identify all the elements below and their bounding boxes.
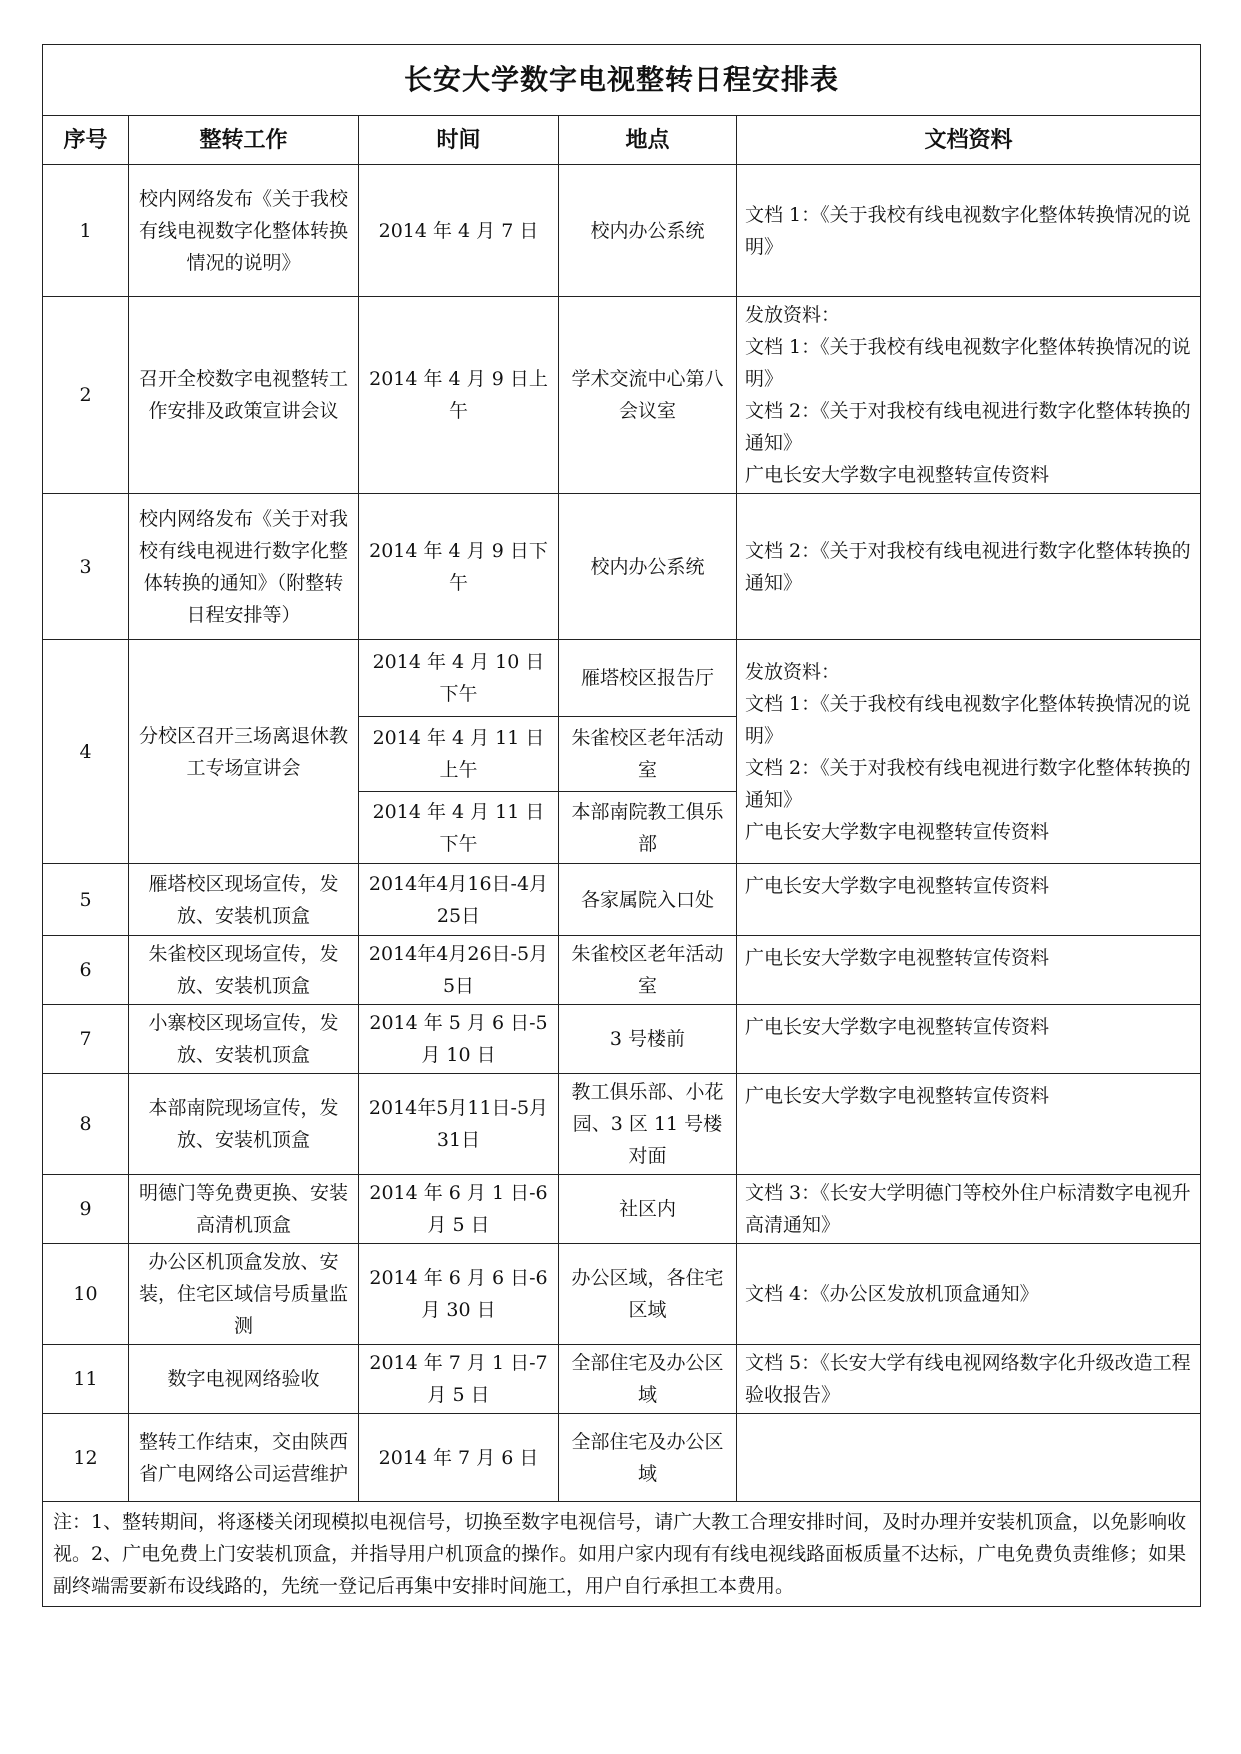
docs-cell: [737, 640, 1201, 864]
work-cell: 校内网络发布《关于我校有线电视数字化整体转换情况的说明》: [129, 165, 359, 297]
table-row: [43, 1074, 1201, 1175]
table-row: [43, 494, 1201, 640]
place-cell: 朱雀校区老年活动室: [559, 717, 737, 792]
place-cell: 办公区域，各住宅区域: [559, 1244, 737, 1345]
table-row: [43, 936, 1201, 1005]
table-row: [43, 864, 1201, 936]
doc-line: 文档 4：《办公区发放机顶盒通知》: [745, 1283, 1039, 1305]
docs-cell: [737, 864, 1201, 936]
doc-line: 文档 1：《关于我校有线电视数字化整体转换情况的说明》: [745, 692, 1191, 747]
work-cell: 朱雀校区现场宣传，发放、安装机顶盒: [129, 936, 359, 1005]
doc-line: 广电长安大学数字电视整转宣传资料: [745, 1016, 1050, 1038]
time-cell: 2014年4月26日-5月5日: [359, 936, 559, 1005]
doc-line: 文档 2：《关于对我校有线电视进行数字化整体转换的通知》: [745, 400, 1191, 454]
doc-line: 广电长安大学数字电视整转宣传资料: [745, 1085, 1050, 1107]
table-row: [43, 640, 1201, 717]
doc-line: 广电长安大学数字电视整转宣传资料: [745, 947, 1050, 969]
schedule-sheet: [42, 44, 1200, 1607]
place-cell: 教工俱乐部、小花园、3 区 11 号楼对面: [559, 1074, 737, 1175]
doc-line: 发放资料：: [745, 304, 841, 326]
time-cell: 2014 年 5 月 6 日-5 月 10 日: [359, 1005, 559, 1074]
place-cell: 校内办公系统: [559, 494, 737, 640]
time-cell: 2014 年 7 月 6 日: [359, 1414, 559, 1502]
place-cell: 学术交流中心第八会议室: [559, 297, 737, 494]
work-cell: 召开全校数字电视整转工作安排及政策宣讲会议: [129, 297, 359, 494]
work-cell: 分校区召开三场离退休教工专场宣讲会: [129, 640, 359, 864]
place-cell: 社区内: [559, 1175, 737, 1244]
docs-cell: [737, 1345, 1201, 1414]
footnote: 注：1、整转期间，将逐楼关闭现模拟电视信号，切换至数字电视信号，请广大教工合理安排时间，及时办理并安装机顶盒，以免影响收视。2、广电免费上门安装机顶盒，并指导用户机顶盒的操作。如用户家内现有有线电视线路面板质量不达标，广电免费负责维修；如果副终端需要新布设线路的，先统一登记后再集中安排时间施工，用户自行承担工本费用。: [43, 1502, 1201, 1607]
time-cell: 2014 年 6 月 6 日-6 月 30 日: [359, 1244, 559, 1345]
work-cell: 雁塔校区现场宣传，发放、安装机顶盒: [129, 864, 359, 936]
docs-cell: [737, 1414, 1201, 1502]
time-cell: 2014年5月11日-5月31日: [359, 1074, 559, 1175]
place-cell: 全部住宅及办公区域: [559, 1345, 737, 1414]
row-no: 6: [43, 936, 129, 1005]
table-row: [43, 297, 1201, 494]
row-no: 9: [43, 1175, 129, 1244]
header-docs: 文档资料: [737, 116, 1201, 165]
place-cell: 全部住宅及办公区域: [559, 1414, 737, 1502]
table-header-row: [43, 116, 1201, 165]
place-cell: 校内办公系统: [559, 165, 737, 297]
work-cell: 明德门等免费更换、安装高清机顶盒: [129, 1175, 359, 1244]
docs-cell: [737, 494, 1201, 640]
table-row: [43, 1345, 1201, 1414]
work-cell: 数字电视网络验收: [129, 1345, 359, 1414]
doc-line: 发放资料：: [745, 660, 841, 683]
time-cell: 2014年4月16日-4月25日: [359, 864, 559, 936]
table-row: [43, 165, 1201, 297]
time-cell: 2014 年 4 月 11 日上午: [359, 717, 559, 792]
table-body: [43, 165, 1201, 1502]
work-cell: 办公区机顶盒发放、安装，住宅区域信号质量监测: [129, 1244, 359, 1345]
docs-cell: [737, 1175, 1201, 1244]
docs-cell: [737, 936, 1201, 1005]
docs-cell: [737, 1005, 1201, 1074]
row-no: 1: [43, 165, 129, 297]
page-title: 长安大学数字电视整转日程安排表: [43, 45, 1201, 116]
time-cell: 2014 年 6 月 1 日-6 月 5 日: [359, 1175, 559, 1244]
row-no: 12: [43, 1414, 129, 1502]
row-no: 8: [43, 1074, 129, 1175]
doc-line: 广电长安大学数字电视整转宣传资料: [745, 875, 1050, 897]
time-cell: 2014 年 4 月 7 日: [359, 165, 559, 297]
docs-cell: [737, 297, 1201, 494]
row-no: 11: [43, 1345, 129, 1414]
doc-line: 广电长安大学数字电视整转宣传资料: [745, 820, 1050, 843]
doc-line: 广电长安大学数字电视整转宣传资料: [745, 464, 1050, 486]
time-cell: 2014 年 4 月 11 日下午: [359, 792, 559, 864]
header-time: 时间: [359, 116, 559, 165]
row-no: 10: [43, 1244, 129, 1345]
doc-line: 文档 1：《关于我校有线电视数字化整体转换情况的说明》: [745, 336, 1191, 390]
header-work: 整转工作: [129, 116, 359, 165]
work-cell: 整转工作结束，交由陕西省广电网络公司运营维护: [129, 1414, 359, 1502]
place-cell: 朱雀校区老年活动室: [559, 936, 737, 1005]
place-cell: 各家属院入口处: [559, 864, 737, 936]
docs-cell: [737, 165, 1201, 297]
place-cell: 雁塔校区报告厅: [559, 640, 737, 717]
table-row: [43, 1175, 1201, 1244]
doc-line: 文档 2：《关于对我校有线电视进行数字化整体转换的通知》: [745, 539, 1191, 594]
row-no: 7: [43, 1005, 129, 1074]
work-cell: 小寨校区现场宣传，发放、安装机顶盒: [129, 1005, 359, 1074]
docs-cell: [737, 1074, 1201, 1175]
doc-line: 文档 1：《关于我校有线电视数字化整体转换情况的说明》: [745, 203, 1191, 258]
header-place: 地点: [559, 116, 737, 165]
table-row: [43, 1414, 1201, 1502]
table-row: [43, 1005, 1201, 1074]
row-no: 2: [43, 297, 129, 494]
work-cell: 本部南院现场宣传，发放、安装机顶盒: [129, 1074, 359, 1175]
doc-line: 文档 2：《关于对我校有线电视进行数字化整体转换的通知》: [745, 756, 1191, 811]
docs-cell: [737, 1244, 1201, 1345]
place-cell: 本部南院教工俱乐部: [559, 792, 737, 864]
table-row: [43, 1244, 1201, 1345]
row-no: 3: [43, 494, 129, 640]
time-cell: 2014 年 4 月 9 日上午: [359, 297, 559, 494]
time-cell: 2014 年 4 月 10 日下午: [359, 640, 559, 717]
header-no: 序号: [43, 116, 129, 165]
schedule-table: [42, 44, 1201, 1607]
work-cell: 校内网络发布《关于对我校有线电视进行数字化整体转换的通知》（附整转日程安排等）: [129, 494, 359, 640]
row-no: 5: [43, 864, 129, 936]
place-cell: 3 号楼前: [559, 1005, 737, 1074]
doc-line: 文档 3：《长安大学明德门等校外住户标清数字电视升高清通知》: [745, 1182, 1191, 1236]
doc-line: 文档 5：《长安大学有线电视网络数字化升级改造工程验收报告》: [745, 1352, 1191, 1406]
time-cell: 2014 年 7 月 1 日-7 月 5 日: [359, 1345, 559, 1414]
time-cell: 2014 年 4 月 9 日下午: [359, 494, 559, 640]
row-no: 4: [43, 640, 129, 864]
